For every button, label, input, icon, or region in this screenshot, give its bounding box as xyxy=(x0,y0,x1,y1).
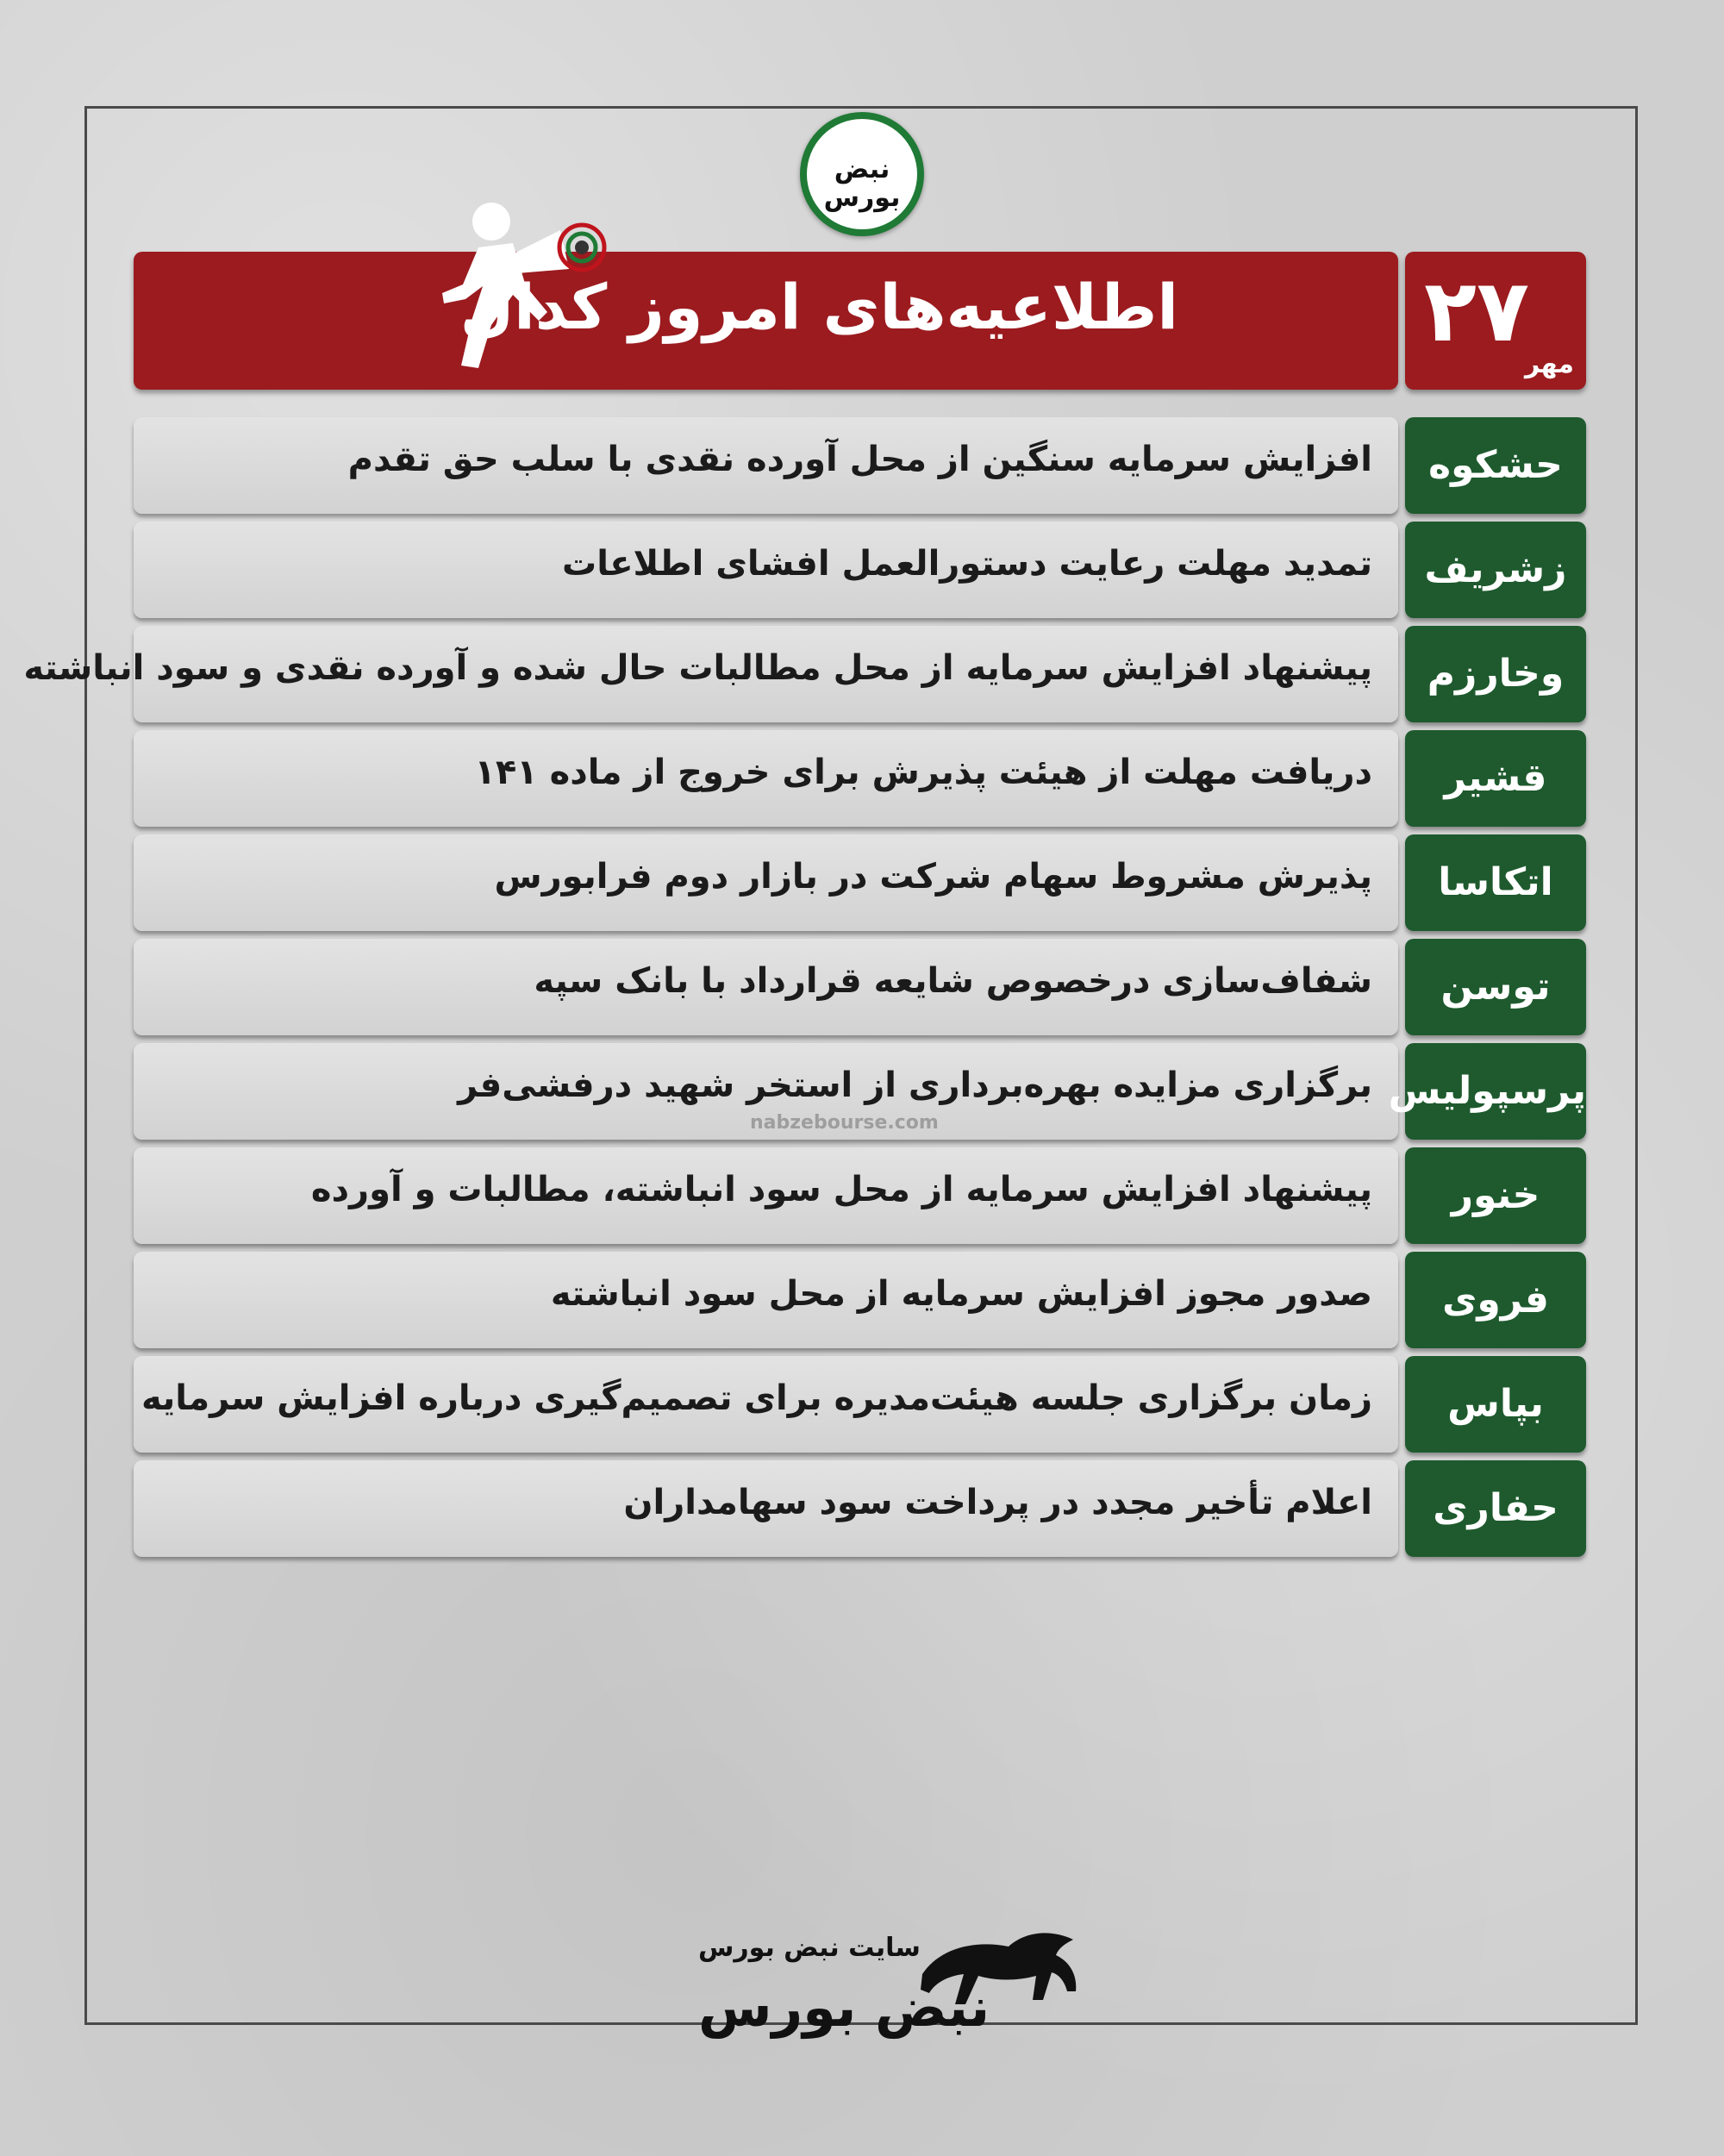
announcement-text: دریافت مهلت از هیئت پذیرش برای خروج از ماده ۱۴۱ xyxy=(474,753,1372,792)
bull-icon xyxy=(914,1914,1086,2026)
symbol-badge xyxy=(1405,417,1586,514)
symbol-label: وخارزم xyxy=(1427,652,1565,696)
announcement-text-box xyxy=(134,1460,1398,1557)
symbol-label: حشکوه xyxy=(1428,443,1563,487)
symbol-label: بپاس xyxy=(1447,1382,1544,1426)
announcement-text-box xyxy=(134,730,1398,827)
symbol-label: خنور xyxy=(1451,1173,1540,1217)
symbol-label: اتکاسا xyxy=(1438,860,1553,904)
announcement-text-box xyxy=(23,626,1398,722)
list-item xyxy=(134,417,1586,514)
title-bar xyxy=(134,252,1398,390)
list-item xyxy=(134,834,1586,931)
date-badge xyxy=(1405,252,1586,390)
list-item xyxy=(134,1356,1586,1453)
list-item xyxy=(134,730,1586,827)
announcement-text-box xyxy=(134,834,1398,931)
footer-brand xyxy=(690,1914,1086,2052)
symbol-label: پرسپولیس xyxy=(1388,1069,1586,1113)
symbol-badge xyxy=(1405,834,1586,931)
announcement-text: پیشنهاد افزایش سرمایه از محل سود انباشته، مطالبات و آورده xyxy=(310,1170,1372,1209)
symbol-badge xyxy=(1405,939,1586,1035)
symbol-badge xyxy=(1405,626,1586,722)
symbol-badge xyxy=(1388,1043,1586,1140)
symbol-badge xyxy=(1405,1147,1586,1244)
list-item xyxy=(134,1460,1586,1557)
announcement-text: افزایش سرمایه سنگین از محل آورده نقدی با سلب حق تقدم xyxy=(347,440,1372,479)
symbol-label: فروی xyxy=(1442,1278,1549,1322)
announcement-text: زمان برگزاری جلسه هیئت‌مدیره برای تصمیم‌گیری درباره افزایش سرمایه xyxy=(141,1378,1372,1418)
announcement-text: شفاف‌سازی درخصوص شایعه قرارداد با بانک سپه xyxy=(534,961,1372,1001)
symbol-label: زشریف xyxy=(1424,547,1567,591)
list-item xyxy=(134,1252,1586,1348)
announcement-text-box xyxy=(134,417,1398,514)
symbol-badge xyxy=(1405,522,1586,618)
list-item xyxy=(134,939,1586,1035)
footer-site-label: سایت نبض بورس xyxy=(698,1933,921,1963)
symbol-badge xyxy=(1405,1252,1586,1348)
announcement-text-box xyxy=(134,522,1398,618)
brand-logo-text: نبض بورس xyxy=(823,154,901,213)
announcement-text-box xyxy=(134,1147,1398,1244)
page-title: اطلاعیه‌های امروز کدال xyxy=(459,271,1178,343)
announcement-text: اعلام تأخیر مجدد در پرداخت سود سهامداران xyxy=(623,1483,1372,1522)
symbol-label: توسن xyxy=(1440,965,1551,1009)
date-day: ۲۷ xyxy=(1424,260,1530,361)
brand-logo xyxy=(800,112,924,236)
watermark: nabzebourse.com xyxy=(750,1112,939,1134)
announcement-text-box xyxy=(134,1356,1398,1453)
header xyxy=(134,252,1586,390)
announcement-text: پذیرش مشروط سهام شرکت در بازار دوم فرابورس xyxy=(494,857,1372,897)
symbol-badge xyxy=(1405,1356,1586,1453)
announcement-text: برگزاری مزایده بهره‌برداری از استخر شهید درفشی‌فر xyxy=(458,1066,1372,1105)
announcement-text: پیشنهاد افزایش سرمایه از محل مطالبات حال شده و آورده نقدی و سود انباشته xyxy=(23,648,1372,688)
footer-brand-name: نبض بورس xyxy=(698,1976,990,2039)
announcement-text: صدور مجوز افزایش سرمایه از محل سود انباشته xyxy=(550,1274,1372,1314)
announcement-text-box xyxy=(134,939,1398,1035)
symbol-badge xyxy=(1405,730,1586,827)
date-month: مهر xyxy=(1524,349,1574,379)
symbol-label: حفاری xyxy=(1433,1486,1558,1530)
symbol-badge xyxy=(1405,1460,1586,1557)
list-item xyxy=(23,626,1586,722)
list-item xyxy=(134,1147,1586,1244)
symbol-label: قشیر xyxy=(1444,756,1547,800)
announcement-list xyxy=(23,417,1586,1565)
announcement-text: تمدید مهلت رعایت دستورالعمل افشای اطلاعات xyxy=(562,544,1372,584)
announcement-text-box xyxy=(134,1252,1398,1348)
list-item xyxy=(134,522,1586,618)
